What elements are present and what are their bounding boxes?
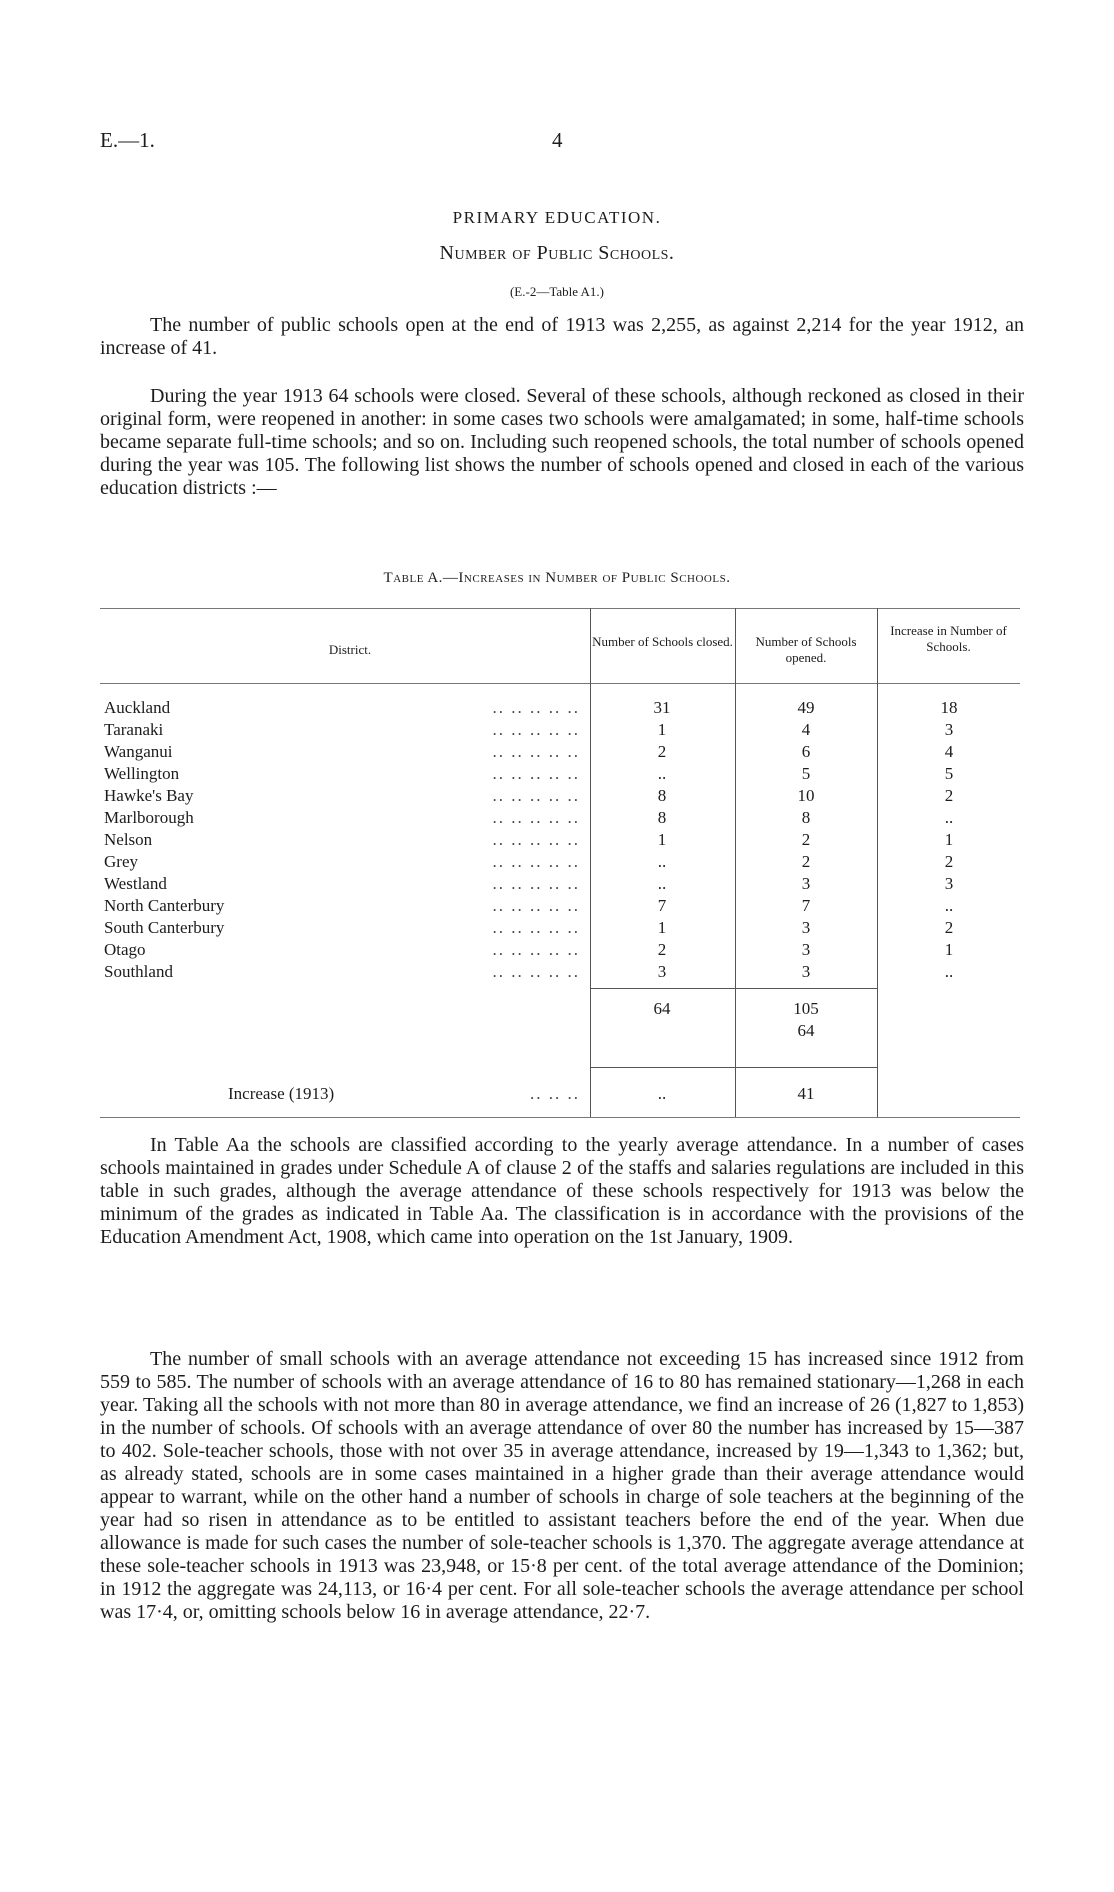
increase-value: 41 — [797, 1084, 815, 1103]
opened-count: 7 — [801, 896, 811, 915]
table-title: Table A.—Increases in Number of Public Schools. — [383, 570, 731, 586]
total-opened: 105 — [793, 999, 819, 1018]
table-row — [100, 697, 1020, 719]
increase-count: 3 — [944, 874, 954, 893]
table-row — [100, 785, 1020, 807]
increase-count: 4 — [944, 742, 954, 761]
header-district: District. — [328, 642, 372, 657]
leader-dots: .. .. .. .. .. — [492, 896, 580, 915]
table-row — [100, 741, 1020, 763]
increase-count: .. — [944, 896, 954, 915]
page-number: 4 — [552, 128, 563, 152]
district-name: South Canterbury — [104, 918, 225, 937]
increase-label: Increase (1913) — [228, 1084, 335, 1103]
table-row — [100, 851, 1020, 873]
paragraph-classification: In Table Aa the schools are classified according to the yearly average attendance. In a number of cases schools maintained in grades under Schedule A of clause 2 of the staffs and salaries regulations are included in this table in such grades, although the average attendance of these schools respectively for 1913 was below the minimum of the grades as indicated in Table Aa. The classification is in accordance with the provisions of the Education Amendment Act, 1908, which came into operation on the 1st January, 1909. — [100, 1134, 1024, 1248]
leader-dots: .. .. .. .. .. — [492, 918, 580, 937]
closed-count: 3 — [657, 962, 667, 981]
totals-row — [100, 998, 1020, 1020]
district-name: Auckland — [104, 698, 171, 717]
closed-count: 2 — [657, 742, 667, 761]
header-schools-opened: Number of Schools opened. — [755, 634, 857, 665]
opened-count: 2 — [801, 830, 811, 849]
district-name: Nelson — [104, 830, 153, 849]
opened-count: 8 — [801, 808, 811, 827]
table-bottom-rule — [100, 1117, 1020, 1118]
paragraph-small-schools: The number of small schools with an average attendance not exceeding 15 has increased since 1912 from 559 to 585. The number of schools with an average attendance of 16 to 80 has remained stationary—1,268 in each year. Taking all the schools with not more than 80 in average attendance, we find an increase of 26 (1,827 to 1,853) in the number of schools. Of schools with an average attendance of over 80 the number has increased by 15—387 to 402. Sole-teacher schools, those with not over 35 in average attendance, increased by 19—1,343 to 1,362; but, as already stated, schools are in some cases maintained in a higher grade than their average attendance would appear to warrant, while on the other hand a number of schools in charge of sole teachers at the beginning of the year had so risen in attendance as to be entitled to assistant teachers before the end of the year. When due allowance is made for such cases the number of sole-teacher schools is 1,370. The aggregate average attendance at these sole-teacher schools in 1913 was 23,948, or 15·8 per cent. of the total average attendance of the Dominion; in 1912 the aggregate was 24,113, or 16·4 per cent. For all sole-teacher schools the average attendance per school was 17·4, or, omitting schools below 16 in average attendance, 22·7. — [100, 1348, 1024, 1623]
opened-count: 6 — [801, 742, 811, 761]
opened-count: 10 — [797, 786, 815, 805]
opened-count: 49 — [797, 698, 815, 717]
increase-count: 2 — [944, 786, 954, 805]
leader-dots: .. .. .. — [530, 1084, 580, 1103]
section-title: PRIMARY EDUCATION. — [452, 208, 662, 227]
opened-count: 2 — [801, 852, 811, 871]
closed-count: .. — [657, 764, 667, 783]
table-reference: (E.-2—Table A1.) — [509, 284, 605, 299]
opened-count: 5 — [801, 764, 811, 783]
closed-count: 2 — [657, 940, 667, 959]
leader-dots: .. .. .. .. .. — [492, 830, 580, 849]
leader-dots: .. .. .. .. .. — [492, 940, 580, 959]
increase-count: 2 — [944, 852, 954, 871]
closed-count: 8 — [657, 786, 667, 805]
increase-rule — [590, 1067, 877, 1068]
closed-count: 1 — [657, 918, 667, 937]
closed-count: .. — [657, 874, 667, 893]
section-subtitle: Number of Public Schools. — [439, 242, 675, 264]
page-header — [100, 128, 1020, 162]
table-row — [100, 829, 1020, 851]
district-name: Otago — [104, 940, 146, 959]
paragraph-schools-closed: During the year 1913 64 schools were closed. Several of these schools, although reckoned as closed in their original form, were reopened in another: in some cases two schools were amalgamated; in some, half-time schools became separate full-time schools; and so on. Including such reopened schools, the total number of schools opened during the year was 105. The following list shows the number of schools opened and closed in each of the various education districts :— — [100, 385, 1024, 499]
table-top-rule — [100, 608, 1020, 609]
leader-dots: .. .. .. .. .. — [492, 874, 580, 893]
increase-count: 18 — [940, 698, 958, 717]
leader-dots: .. .. .. .. .. — [492, 852, 580, 871]
table-row — [100, 895, 1020, 917]
header-increase: Increase in Number of Schools. — [890, 623, 1007, 654]
table-row — [100, 961, 1020, 983]
increase-count: 1 — [944, 940, 954, 959]
less-closed-row — [100, 1020, 1020, 1042]
table-row — [100, 917, 1020, 939]
leader-dots: .. .. .. .. .. — [492, 698, 580, 717]
district-name: Southland — [104, 962, 173, 981]
increase-row — [100, 1083, 1020, 1105]
district-name: North Canterbury — [104, 896, 225, 915]
table-row — [100, 873, 1020, 895]
table-row — [100, 763, 1020, 785]
table-row — [100, 939, 1020, 961]
district-name: Westland — [104, 874, 167, 893]
increases-table — [100, 600, 1020, 1120]
opened-count: 3 — [801, 962, 811, 981]
opened-count: 3 — [801, 874, 811, 893]
increase-count: 1 — [944, 830, 954, 849]
table-header-rule — [100, 683, 1020, 684]
table-row — [100, 719, 1020, 741]
total-rule — [590, 988, 877, 989]
total-closed: 64 — [653, 999, 671, 1018]
less-closed-value: 64 — [797, 1021, 815, 1040]
district-name: Marlborough — [104, 808, 194, 827]
increase-closed: .. — [657, 1084, 667, 1103]
leader-dots: .. .. .. .. .. — [492, 808, 580, 827]
header-schools-closed: Number of Schools closed. — [592, 634, 733, 649]
closed-count: 8 — [657, 808, 667, 827]
leader-dots: .. .. .. .. .. — [492, 786, 580, 805]
leader-dots: .. .. .. .. .. — [492, 742, 580, 761]
district-name: Wellington — [104, 764, 180, 783]
increase-count: 2 — [944, 918, 954, 937]
opened-count: 3 — [801, 918, 811, 937]
leader-dots: .. .. .. .. .. — [492, 962, 580, 981]
increase-count: .. — [944, 808, 954, 827]
district-name: Wanganui — [104, 742, 173, 761]
leader-dots: .. .. .. .. .. — [492, 720, 580, 739]
increase-count: .. — [944, 962, 954, 981]
district-name: Hawke's Bay — [104, 786, 194, 805]
increase-count: 5 — [944, 764, 954, 783]
district-name: Grey — [104, 852, 138, 871]
increase-count: 3 — [944, 720, 954, 739]
closed-count: 1 — [657, 720, 667, 739]
closed-count: 1 — [657, 830, 667, 849]
opened-count: 3 — [801, 940, 811, 959]
report-reference: E.—1. — [100, 128, 155, 152]
closed-count: 7 — [657, 896, 667, 915]
district-name: Taranaki — [104, 720, 164, 739]
opened-count: 4 — [801, 720, 811, 739]
leader-dots: .. .. .. .. .. — [492, 764, 580, 783]
closed-count: .. — [657, 852, 667, 871]
closed-count: 31 — [653, 698, 671, 717]
table-row — [100, 807, 1020, 829]
paragraph-school-count: The number of public schools open at the end of 1913 was 2,255, as against 2,214 for the year 1912, an increase of 41. — [100, 314, 1024, 359]
